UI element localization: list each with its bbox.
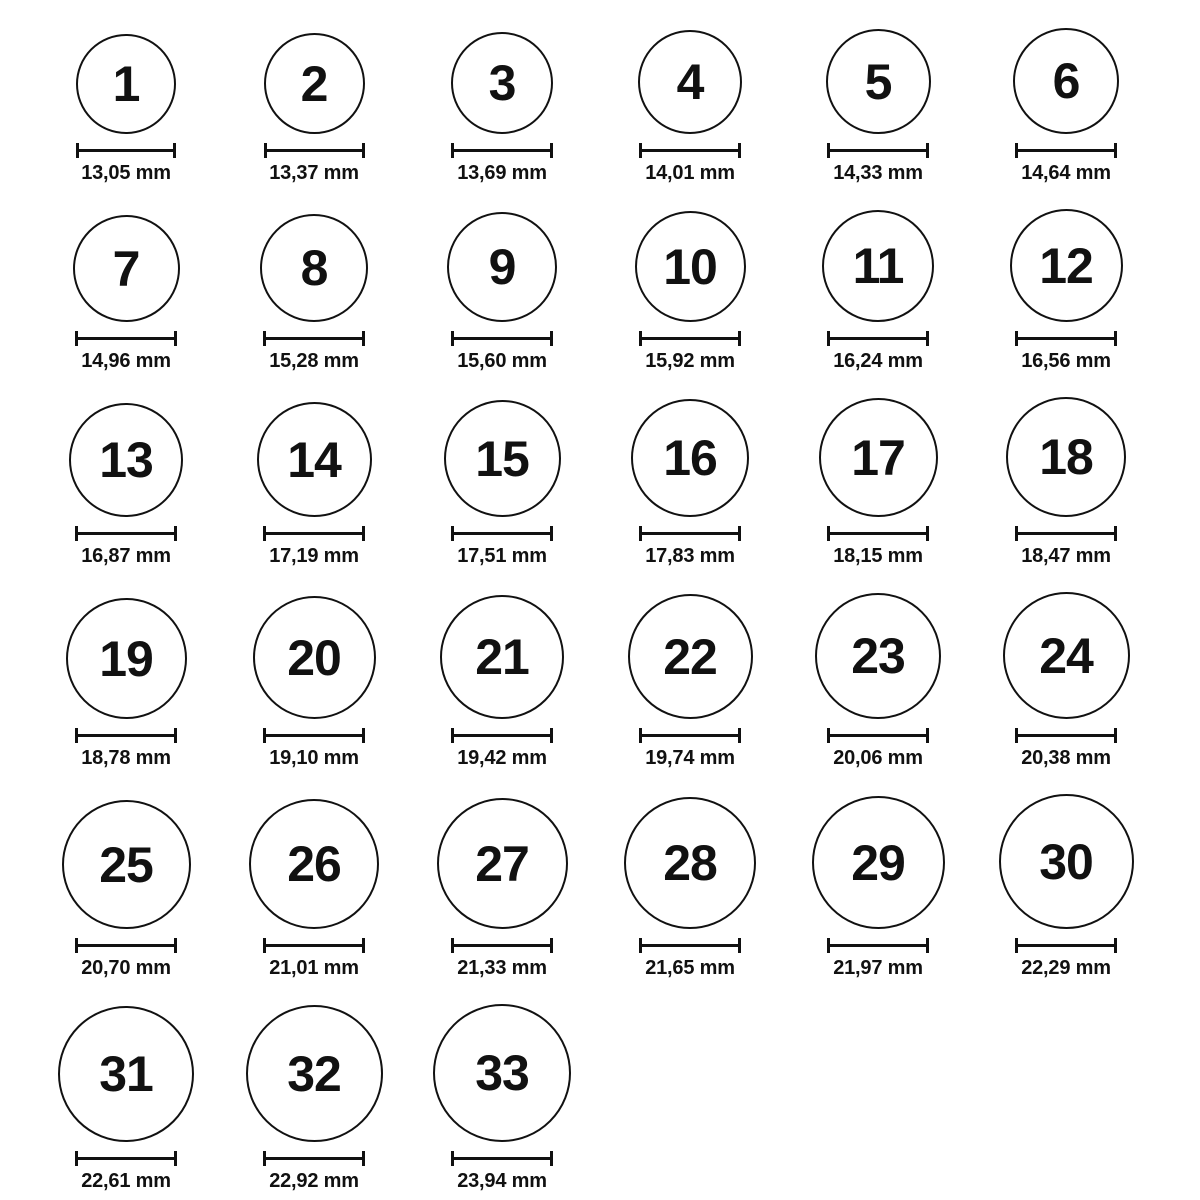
measure-tick-right [174,938,177,953]
measure-tick-right [1114,526,1117,541]
measure-tick-right [550,331,553,346]
diameter-label: 16,24 mm [833,350,923,372]
measure-rule [1018,337,1114,340]
diameter-label: 16,56 mm [1021,350,1111,372]
ring-size-item [32,403,220,568]
ring-size-number: 12 [1039,237,1093,294]
ring-size-number: 17 [851,429,905,486]
diameter-measure-line [263,526,365,541]
measure-rule [266,734,362,737]
measure-tick-right [738,728,741,743]
ring-size-item [220,214,408,373]
diameter-label: 13,69 mm [457,162,547,184]
ring-size-item [408,798,596,980]
diameter-label: 15,92 mm [645,350,735,372]
diameter-label: 22,29 mm [1021,957,1111,979]
ring-size-number: 13 [99,432,153,488]
diameter-label: 14,01 mm [645,162,735,184]
ring-size-item [32,598,220,770]
ring-size-item [408,212,596,373]
ring-size-item [220,1005,408,1193]
ring-circle [1010,209,1123,322]
ring-circle [447,212,557,322]
diameter-label: 13,37 mm [269,162,359,184]
ring-circle [444,400,561,517]
ring-circle [437,798,568,929]
diameter-measure-line [639,728,741,743]
diameter-label: 15,28 mm [269,350,359,372]
measure-tick-right [926,728,929,743]
ring-size-number: 26 [287,836,341,892]
measure-rule [454,532,550,535]
diameter-label: 23,94 mm [457,1170,547,1192]
measure-tick-right [926,938,929,953]
measure-rule [454,1157,550,1160]
measure-rule [78,337,174,340]
ring-circle [257,402,372,517]
diameter-label: 19,74 mm [645,747,735,769]
diameter-measure-line [827,331,929,346]
ring-size-item [784,593,972,770]
ring-circle [451,32,553,134]
measure-tick-right [926,143,929,158]
diameter-label: 22,61 mm [81,1170,171,1192]
diameter-measure-line [639,331,741,346]
diameter-label: 14,64 mm [1021,162,1111,184]
measure-tick-right [1114,938,1117,953]
measure-rule [454,944,550,947]
ring-size-item [596,797,784,980]
ring-size-item [32,34,220,185]
diameter-label: 20,38 mm [1021,747,1111,769]
measure-rule [454,337,550,340]
ring-size-item [220,402,408,568]
diameter-label: 22,92 mm [269,1170,359,1192]
ring-size-number: 14 [287,431,341,488]
diameter-measure-line [75,526,177,541]
ring-size-item [784,210,972,373]
measure-tick-right [738,938,741,953]
measure-tick-right [926,331,929,346]
measure-tick-right [550,143,553,158]
ring-size-number: 15 [475,430,529,487]
measure-tick-right [173,143,176,158]
measure-rule [830,149,926,152]
ring-size-number: 21 [475,629,529,685]
diameter-measure-line [263,728,365,743]
ring-size-number: 33 [475,1045,529,1101]
ring-circle [246,1005,383,1142]
measure-rule [266,337,362,340]
ring-circle [1013,28,1119,134]
diameter-measure-line [451,143,553,158]
diameter-measure-line [263,331,365,346]
ring-circle [260,214,368,322]
ring-circle [1006,397,1126,517]
diameter-measure-line [451,728,553,743]
ring-size-item [32,215,220,373]
measure-tick-right [174,331,177,346]
ring-size-number: 24 [1039,627,1093,684]
measure-rule [266,532,362,535]
measure-tick-right [550,728,553,743]
ring-circle [440,595,564,719]
diameter-label: 13,05 mm [81,162,171,184]
measure-rule [79,149,173,152]
measure-rule [830,532,926,535]
ring-size-item [220,799,408,980]
measure-tick-right [174,728,177,743]
ring-circle [253,596,376,719]
measure-rule [830,734,926,737]
diameter-label: 16,87 mm [81,545,171,567]
measure-tick-right [1114,728,1117,743]
diameter-measure-line [639,526,741,541]
measure-rule [266,944,362,947]
diameter-label: 14,96 mm [81,350,171,372]
ring-size-number: 7 [112,240,140,297]
ring-size-item [596,399,784,568]
measure-rule [78,1157,174,1160]
measure-rule [78,532,174,535]
measure-tick-right [550,938,553,953]
ring-size-number: 27 [475,835,529,892]
diameter-measure-line [263,1151,365,1166]
diameter-measure-line [451,331,553,346]
diameter-measure-line [827,143,929,158]
diameter-label: 21,33 mm [457,957,547,979]
ring-size-item [408,1004,596,1193]
measure-rule [830,944,926,947]
measure-tick-right [362,331,365,346]
measure-rule [1018,149,1114,152]
ring-size-number: 5 [864,53,892,110]
ring-size-number: 22 [663,628,717,685]
ring-circle [822,210,934,322]
ring-size-number: 25 [99,836,153,893]
diameter-measure-line [1015,728,1117,743]
ring-size-number: 32 [287,1045,341,1102]
measure-tick-right [362,143,365,158]
measure-rule [454,149,550,152]
ring-size-number: 23 [851,628,905,684]
measure-tick-right [362,526,365,541]
ring-circle [999,794,1134,929]
measure-rule [1018,532,1114,535]
diameter-label: 19,10 mm [269,747,359,769]
ring-size-item [784,29,972,185]
ring-size-number: 4 [676,54,704,110]
ring-size-item [596,594,784,770]
diameter-measure-line [75,938,177,953]
diameter-measure-line [451,526,553,541]
ring-circle [1003,592,1130,719]
ring-size-number: 10 [663,238,717,295]
measure-rule [830,337,926,340]
ring-circle [638,30,742,134]
measure-tick-right [738,526,741,541]
measure-rule [1018,944,1114,947]
ring-size-item [220,33,408,185]
diameter-measure-line [1015,331,1117,346]
ring-size-number: 2 [300,55,328,112]
ring-size-number: 19 [99,630,153,687]
ring-circle [76,34,176,134]
measure-rule [266,1157,362,1160]
measure-tick-right [550,1151,553,1166]
ring-circle [264,33,365,134]
diameter-measure-line [827,938,929,953]
ring-size-number: 1 [112,56,140,112]
diameter-measure-line [264,143,365,158]
diameter-label: 17,83 mm [645,545,735,567]
diameter-measure-line [639,938,741,953]
diameter-label: 18,78 mm [81,747,171,769]
ring-circle [58,1006,194,1142]
ring-circle [631,399,749,517]
diameter-measure-line [639,143,741,158]
ring-size-grid [32,28,1200,1193]
ring-size-number: 16 [663,430,717,486]
measure-tick-right [174,526,177,541]
measure-tick-right [1114,331,1117,346]
diameter-measure-line [75,728,177,743]
ring-circle [819,398,938,517]
ring-size-item [596,30,784,185]
ring-size-item [972,794,1160,980]
diameter-measure-line [76,143,176,158]
measure-rule [642,337,738,340]
measure-rule [267,149,362,152]
diameter-label: 21,01 mm [269,957,359,979]
ring-size-item [972,28,1160,185]
diameter-measure-line [451,1151,553,1166]
ring-size-item [784,796,972,980]
diameter-label: 20,06 mm [833,747,923,769]
ring-size-number: 8 [300,240,328,296]
ring-size-item [408,32,596,185]
measure-rule [78,944,174,947]
ring-size-number: 9 [488,239,516,295]
measure-tick-right [362,728,365,743]
diameter-measure-line [75,1151,177,1166]
ring-size-item [32,1006,220,1193]
diameter-measure-line [451,938,553,953]
measure-tick-right [362,938,365,953]
measure-rule [642,944,738,947]
ring-size-item [596,211,784,373]
measure-rule [642,532,738,535]
diameter-measure-line [1015,143,1117,158]
ring-size-number: 6 [1052,53,1080,109]
ring-size-number: 29 [851,834,905,891]
ring-circle [628,594,753,719]
ring-size-item [408,595,596,770]
ring-circle [69,403,183,517]
ring-circle [433,1004,571,1142]
measure-rule [454,734,550,737]
measure-rule [78,734,174,737]
measure-tick-right [926,526,929,541]
diameter-measure-line [1015,938,1117,953]
ring-size-number: 3 [488,55,516,111]
ring-circle [812,796,945,929]
ring-size-item [972,592,1160,770]
measure-tick-right [1114,143,1117,158]
diameter-label: 20,70 mm [81,957,171,979]
ring-circle [66,598,187,719]
diameter-label: 17,51 mm [457,545,547,567]
ring-circle [826,29,931,134]
ring-circle [249,799,379,929]
ring-size-number: 18 [1039,429,1093,485]
ring-circle [635,211,746,322]
ring-circle [62,800,191,929]
measure-tick-right [174,1151,177,1166]
measure-rule [1018,734,1114,737]
measure-tick-right [738,143,741,158]
ring-circle [73,215,180,322]
diameter-measure-line [827,526,929,541]
ring-size-number: 31 [99,1046,153,1102]
diameter-measure-line [75,331,177,346]
diameter-label: 18,47 mm [1021,545,1111,567]
diameter-label: 21,97 mm [833,957,923,979]
diameter-label: 18,15 mm [833,545,923,567]
measure-tick-right [362,1151,365,1166]
ring-size-item [220,596,408,770]
ring-size-item [32,800,220,980]
diameter-label: 15,60 mm [457,350,547,372]
ring-circle [815,593,941,719]
ring-size-item [784,398,972,568]
ring-size-number: 20 [287,629,341,686]
measure-tick-right [550,526,553,541]
ring-size-item [408,400,596,568]
diameter-measure-line [827,728,929,743]
diameter-label: 21,65 mm [645,957,735,979]
ring-size-number: 30 [1039,833,1093,890]
measure-tick-right [738,331,741,346]
diameter-measure-line [1015,526,1117,541]
diameter-label: 19,42 mm [457,747,547,769]
measure-rule [642,149,738,152]
ring-size-number: 28 [663,835,717,891]
diameter-label: 14,33 mm [833,162,923,184]
ring-size-item [972,397,1160,568]
diameter-label: 17,19 mm [269,545,359,567]
diameter-measure-line [263,938,365,953]
ring-size-item [972,209,1160,373]
ring-circle [624,797,756,929]
ring-size-number: 11 [852,238,904,294]
measure-rule [642,734,738,737]
